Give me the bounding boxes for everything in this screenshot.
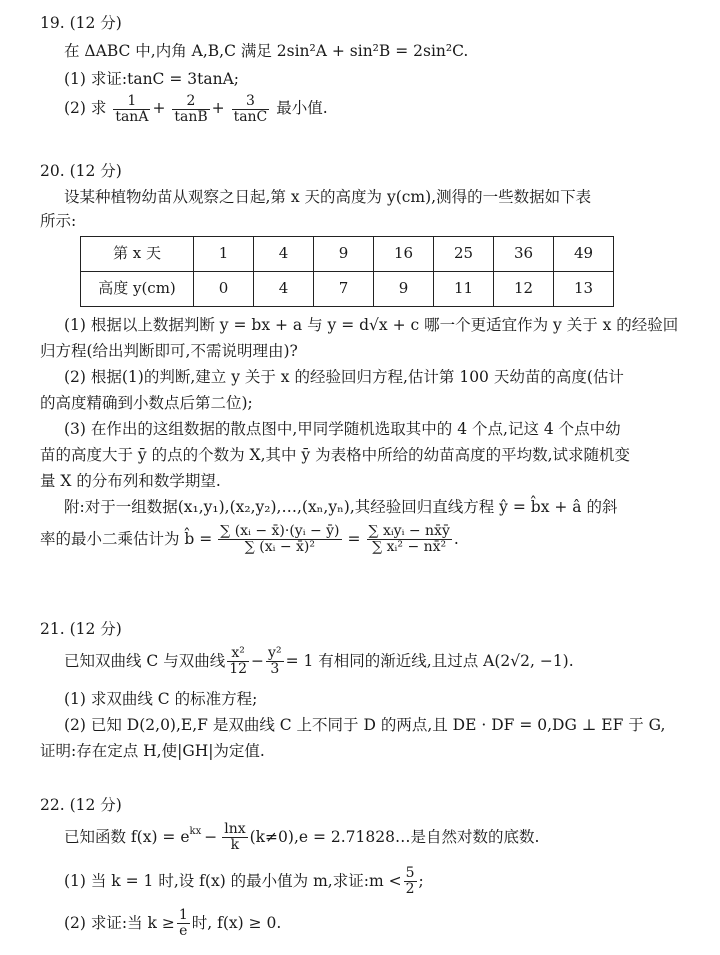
q19-part2-suffix: 最小值. (276, 99, 328, 118)
q22-part2-suffix: 时, f(x) ≥ 0. (191, 913, 282, 932)
q20-part3-line3: 量 X 的分布列和数学期望. (40, 472, 221, 490)
table-cell: 12 (494, 272, 554, 307)
table-cell: 4 (254, 272, 314, 307)
q19-part2: (2) 求 $\frac{1}{\tan A}$ + $\frac{2}{\tan B}$ + $\frac{3}{\tan C}$ 最小值. (64, 93, 328, 125)
q20-stem-line2: 所示: (40, 212, 77, 230)
q20-heading: 20. (12 分) (40, 162, 122, 180)
q21-minus: − (251, 651, 265, 670)
q21-stem-suffix: = 1 有相同的渐近线,且过点 A(2√2, −1). (285, 651, 574, 670)
table-cell: 11 (434, 272, 494, 307)
table-cell: 16 (374, 237, 434, 272)
q21-part1: (1) 求双曲线 C 的标准方程; (64, 690, 258, 708)
table-cell: 7 (314, 272, 374, 307)
q22-stem-exponent: kx (189, 825, 202, 837)
q21-frac-2: $\frac{\text{y²}}{3}$ (268, 645, 282, 677)
table-cell: 1 (194, 237, 254, 272)
q21-stem-prefix: 已知双曲线 C 与双曲线 (64, 651, 226, 670)
q19-frac-1: $\frac{1}{\tan A}$ (115, 93, 149, 125)
table-cell: 4 (254, 237, 314, 272)
q20-formula-equals: = (347, 529, 361, 548)
table-row-days (81, 237, 614, 272)
q20-part2-line2: 的高度精确到小数点后第二位); (40, 394, 253, 412)
q20-part3-line1: (3) 在作出的这组数据的散点图中,甲同学随机选取其中的 4 个点,记这 4 个点中幼 (64, 420, 621, 438)
table-cell: 13 (554, 272, 614, 307)
q20-formula-end: . (453, 529, 459, 548)
q22-stem (64, 822, 539, 852)
q22-frac: $\frac{\ln x}{k}$ (224, 821, 246, 853)
q22-stem-suffix: (k≠0),e = 2.71828…是自然对数的底数. (249, 827, 540, 846)
q22-stem-prefix: 已知函数 f(x) = e (64, 827, 190, 846)
q19-part2-prefix: (2) 求 (64, 99, 107, 118)
q22-part2 (64, 908, 281, 938)
q22-heading: 22. (12 分) (40, 796, 122, 814)
q20-part3-line2: 苗的高度大于 ȳ 的点的个数为 X,其中 ȳ 为表格中所给的幼苗高度的平均数,试求随机变 (40, 446, 631, 464)
table-cell: 49 (554, 237, 614, 272)
q22-stem-minus: − (204, 827, 218, 846)
q20-part1-line1: (1) 根据以上数据判断 y = bx + a 与 y = d√x + c 哪一个更适宜作为 y 关于 x 的经验回 (64, 316, 679, 334)
table-row-label: 高度 y(cm) (81, 272, 194, 307)
q21-part2-line2: 证明:存在定点 H,使|GH|为定值. (40, 742, 265, 760)
table-row-heights (81, 272, 614, 307)
q19-part1: (1) 求证:tanC = 3tanA; (64, 70, 239, 88)
q19-frac-3: $\frac{3}{\tan C}$ (233, 93, 268, 125)
table-cell: 9 (374, 272, 434, 307)
q20-part2-line1: (2) 根据(1)的判断,建立 y 关于 x 的经验回归方程,估计第 100 天幼苗的高度(估计 (64, 368, 624, 386)
q19-heading: 19. (12 分) (40, 14, 122, 32)
table-cell: 25 (434, 237, 494, 272)
q22-part1 (64, 866, 424, 896)
q21-frac-1: $\frac{\text{x²}}{12}$ (229, 645, 248, 677)
q20-part1-line2: 归方程(给出判断即可,不需说明理由)? (40, 342, 298, 360)
q20-note-formula (40, 524, 459, 554)
table-cell: 36 (494, 237, 554, 272)
table-cell: 9 (314, 237, 374, 272)
q20-formula-frac-1: $\frac{\text{∑ (xᵢ − x̄)·(yᵢ − ȳ)}}{\text{∑ (xᵢ − x̄)²}}$ (220, 523, 340, 555)
q20-note-line1: 附:对于一组数据(x₁,y₁),(x₂,y₂),…,(xₙ,yₙ),其经验回归直线方程 ŷ = b̂x + â 的斜 (64, 498, 618, 516)
q20-data-table (80, 236, 614, 307)
q22-part1-prefix: (1) 当 k = 1 时,设 f(x) 的最小值为 m,求证:m < (64, 871, 402, 890)
table-cell: 0 (194, 272, 254, 307)
q20-stem-line1: 设某种植物幼苗从观察之日起,第 x 天的高度为 y(cm),测得的一些数据如下表 (64, 188, 592, 206)
q19-frac-2: $\frac{2}{\tan B}$ (174, 93, 208, 125)
q20-formula-frac-2: $\frac{\text{∑ xᵢyᵢ − nx̄ȳ}}{\text{∑ xᵢ² − nx̄²}}$ (368, 523, 450, 555)
q20-note-prefix: 率的最小二乘估计为 b̂ = (40, 529, 213, 548)
q22-part2-frac: $\frac{1}{e}$ (178, 907, 188, 939)
q19-stem: 在 ΔABC 中,内角 A,B,C 满足 2sin²A + sin²B = 2sin²C. (64, 42, 469, 60)
table-row-label: 第 x 天 (81, 237, 194, 272)
q21-part2-line1: (2) 已知 D(2,0),E,F 是双曲线 C 上不同于 D 的两点,且 DE · DF = 0,DG ⊥ EF 于 G, (64, 716, 666, 734)
q22-part1-frac: $\frac{5}{2}$ (405, 865, 415, 897)
q22-part1-end: ; (418, 871, 424, 890)
q21-stem (64, 646, 574, 676)
q21-heading: 21. (12 分) (40, 620, 122, 638)
q22-part2-prefix: (2) 求证:当 k ≥ (64, 913, 175, 932)
